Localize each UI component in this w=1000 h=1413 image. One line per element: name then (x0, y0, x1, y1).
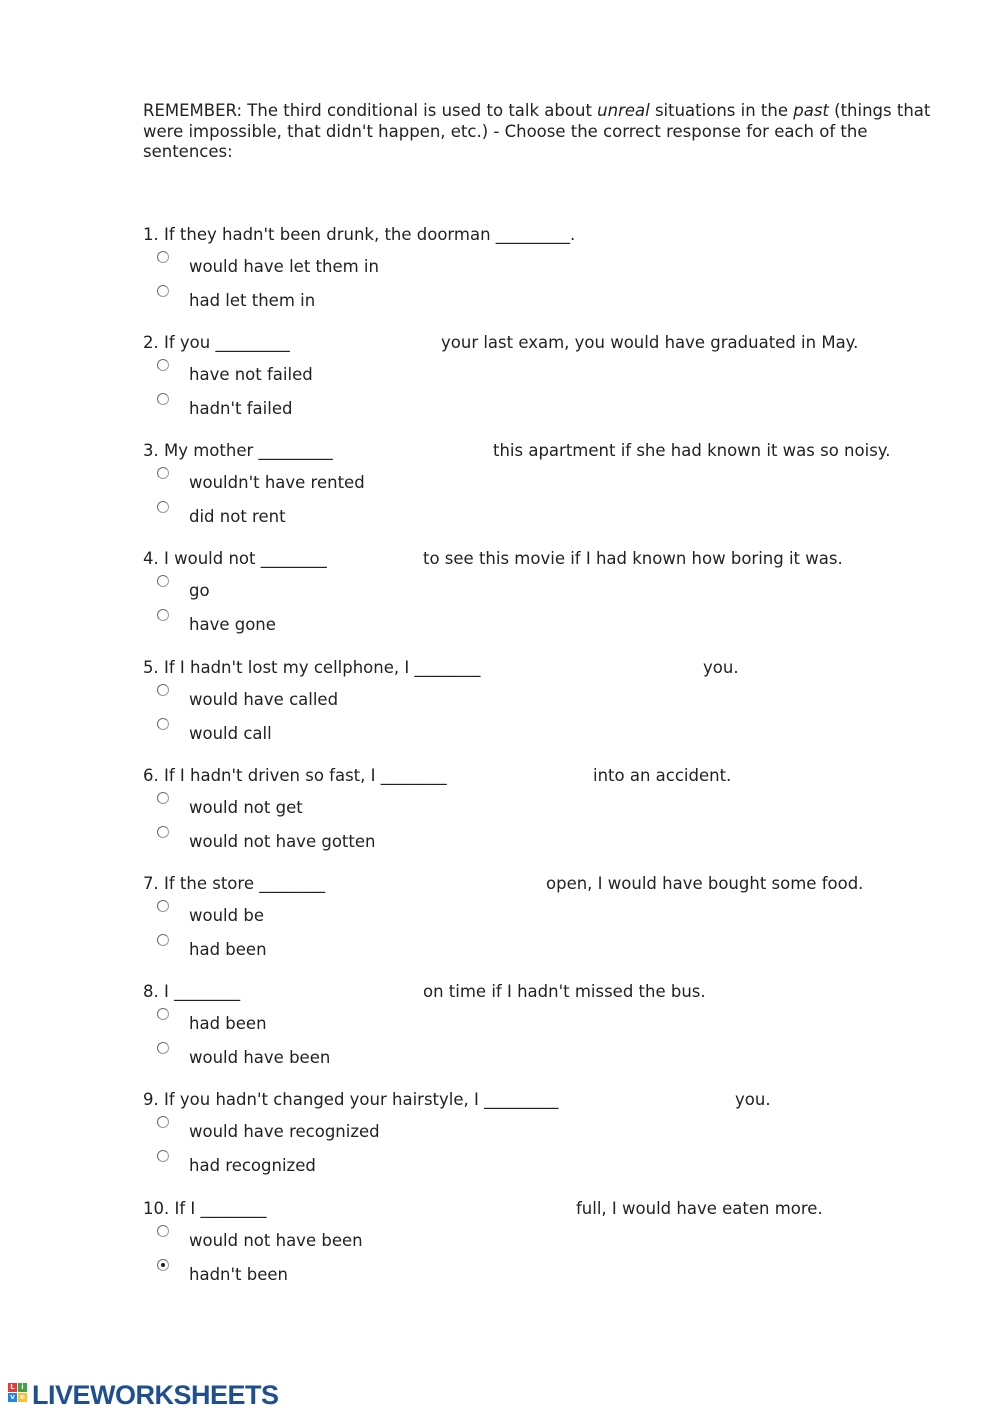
radio-button[interactable] (157, 467, 169, 479)
answer-option-label: have gone (189, 615, 276, 634)
radio-button[interactable] (157, 1116, 169, 1128)
question-stem: 9. If you hadn't changed your hairstyle, I _________ (143, 1090, 559, 1109)
question-stem: 5. If I hadn't lost my cellphone, I ________ (143, 658, 481, 677)
question-stem: 4. I would not ________ (143, 549, 327, 568)
answer-option-label: had been (189, 1014, 267, 1033)
question-text (143, 333, 859, 352)
logo-text: LIVEWORKSHEETS (32, 1379, 279, 1410)
question-continuation: your last exam, you would have graduated in May. (441, 333, 859, 352)
answer-option-label: had let them in (189, 291, 316, 310)
answer-option-label: had been (189, 940, 267, 959)
radio-button[interactable] (157, 1150, 169, 1162)
instructions-paragraph (143, 101, 943, 163)
radio-button[interactable] (157, 684, 169, 696)
question-item (143, 333, 963, 433)
question-text (143, 441, 891, 460)
radio-button[interactable] (157, 609, 169, 621)
radio-button[interactable] (157, 792, 169, 804)
question-text (143, 1090, 771, 1109)
question-stem: 7. If the store ________ (143, 874, 326, 893)
question-stem: 10. If I ________ (143, 1199, 267, 1218)
logo-mark-letter: L (8, 1383, 17, 1392)
question-item (143, 1090, 963, 1190)
question-item (143, 441, 963, 541)
logo-mark-icon (8, 1383, 30, 1407)
instructions-text-3: (things that were impossible, that didn't happen, etc.) - Choose the correct response for each of the sentences: (143, 101, 931, 161)
instructions-emphasis-unreal: unreal (597, 101, 650, 120)
question-item (143, 874, 963, 974)
radio-button[interactable] (157, 1225, 169, 1237)
answer-option-label: have not failed (189, 365, 313, 384)
question-continuation: on time if I hadn't missed the bus. (423, 982, 706, 1001)
answer-option-label: go (189, 581, 210, 600)
radio-button-selected[interactable] (157, 1259, 169, 1271)
radio-button[interactable] (157, 900, 169, 912)
question-item (143, 766, 963, 866)
question-text (143, 658, 739, 677)
question-continuation: into an accident. (593, 766, 732, 785)
liveworksheets-logo (8, 1380, 279, 1410)
question-continuation: this apartment if she had known it was so noisy. (493, 441, 891, 460)
answer-option-label: would not have been (189, 1231, 363, 1250)
question-continuation: to see this movie if I had known how boring it was. (423, 549, 843, 568)
question-item (143, 1199, 963, 1299)
answer-option-label: would have recognized (189, 1122, 380, 1141)
radio-button[interactable] (157, 501, 169, 513)
instructions-emphasis-past: past (793, 101, 829, 120)
radio-button[interactable] (157, 1042, 169, 1054)
radio-button[interactable] (157, 575, 169, 587)
answer-option-label: would have called (189, 690, 339, 709)
answer-option-label: would call (189, 724, 272, 743)
radio-button[interactable] (157, 934, 169, 946)
radio-button[interactable] (157, 1008, 169, 1020)
answer-option-label: would be (189, 906, 264, 925)
answer-option-label: had recognized (189, 1156, 316, 1175)
radio-button[interactable] (157, 285, 169, 297)
question-text (143, 1199, 823, 1218)
answer-option-label: wouldn't have rented (189, 473, 365, 492)
question-stem: 8. I ________ (143, 982, 241, 1001)
logo-mark-letter: i (18, 1383, 27, 1392)
question-text (143, 982, 706, 1001)
question-text (143, 874, 864, 893)
question-stem: 1. If they hadn't been drunk, the doorman _________. (143, 225, 576, 244)
question-item (143, 658, 963, 758)
question-continuation: open, I would have bought some food. (546, 874, 864, 893)
answer-option-label: hadn't failed (189, 399, 293, 418)
question-stem: 6. If I hadn't driven so fast, I ________ (143, 766, 447, 785)
logo-mark-letter: e (18, 1393, 27, 1402)
question-item (143, 225, 963, 325)
question-continuation: you. (703, 658, 739, 677)
radio-button[interactable] (157, 359, 169, 371)
answer-option-label: hadn't been (189, 1265, 288, 1284)
question-text (143, 225, 575, 244)
question-stem: 3. My mother _________ (143, 441, 333, 460)
question-continuation: full, I would have eaten more. (576, 1199, 823, 1218)
question-stem: 2. If you _________ (143, 333, 290, 352)
answer-option-label: would not have gotten (189, 832, 376, 851)
question-item (143, 549, 963, 649)
logo-mark-letter: v (8, 1393, 17, 1402)
answer-option-label: would have let them in (189, 257, 379, 276)
instructions-text-2: situations in the (649, 101, 794, 120)
question-item (143, 982, 963, 1082)
answer-option-label: did not rent (189, 507, 286, 526)
radio-button[interactable] (157, 826, 169, 838)
question-text (143, 549, 843, 568)
radio-button[interactable] (157, 718, 169, 730)
radio-button[interactable] (157, 251, 169, 263)
radio-button[interactable] (157, 393, 169, 405)
question-text (143, 766, 732, 785)
answer-option-label: would not get (189, 798, 303, 817)
answer-option-label: would have been (189, 1048, 331, 1067)
question-continuation: you. (735, 1090, 771, 1109)
instructions-text-1: REMEMBER: The third conditional is used to talk about (143, 101, 598, 120)
